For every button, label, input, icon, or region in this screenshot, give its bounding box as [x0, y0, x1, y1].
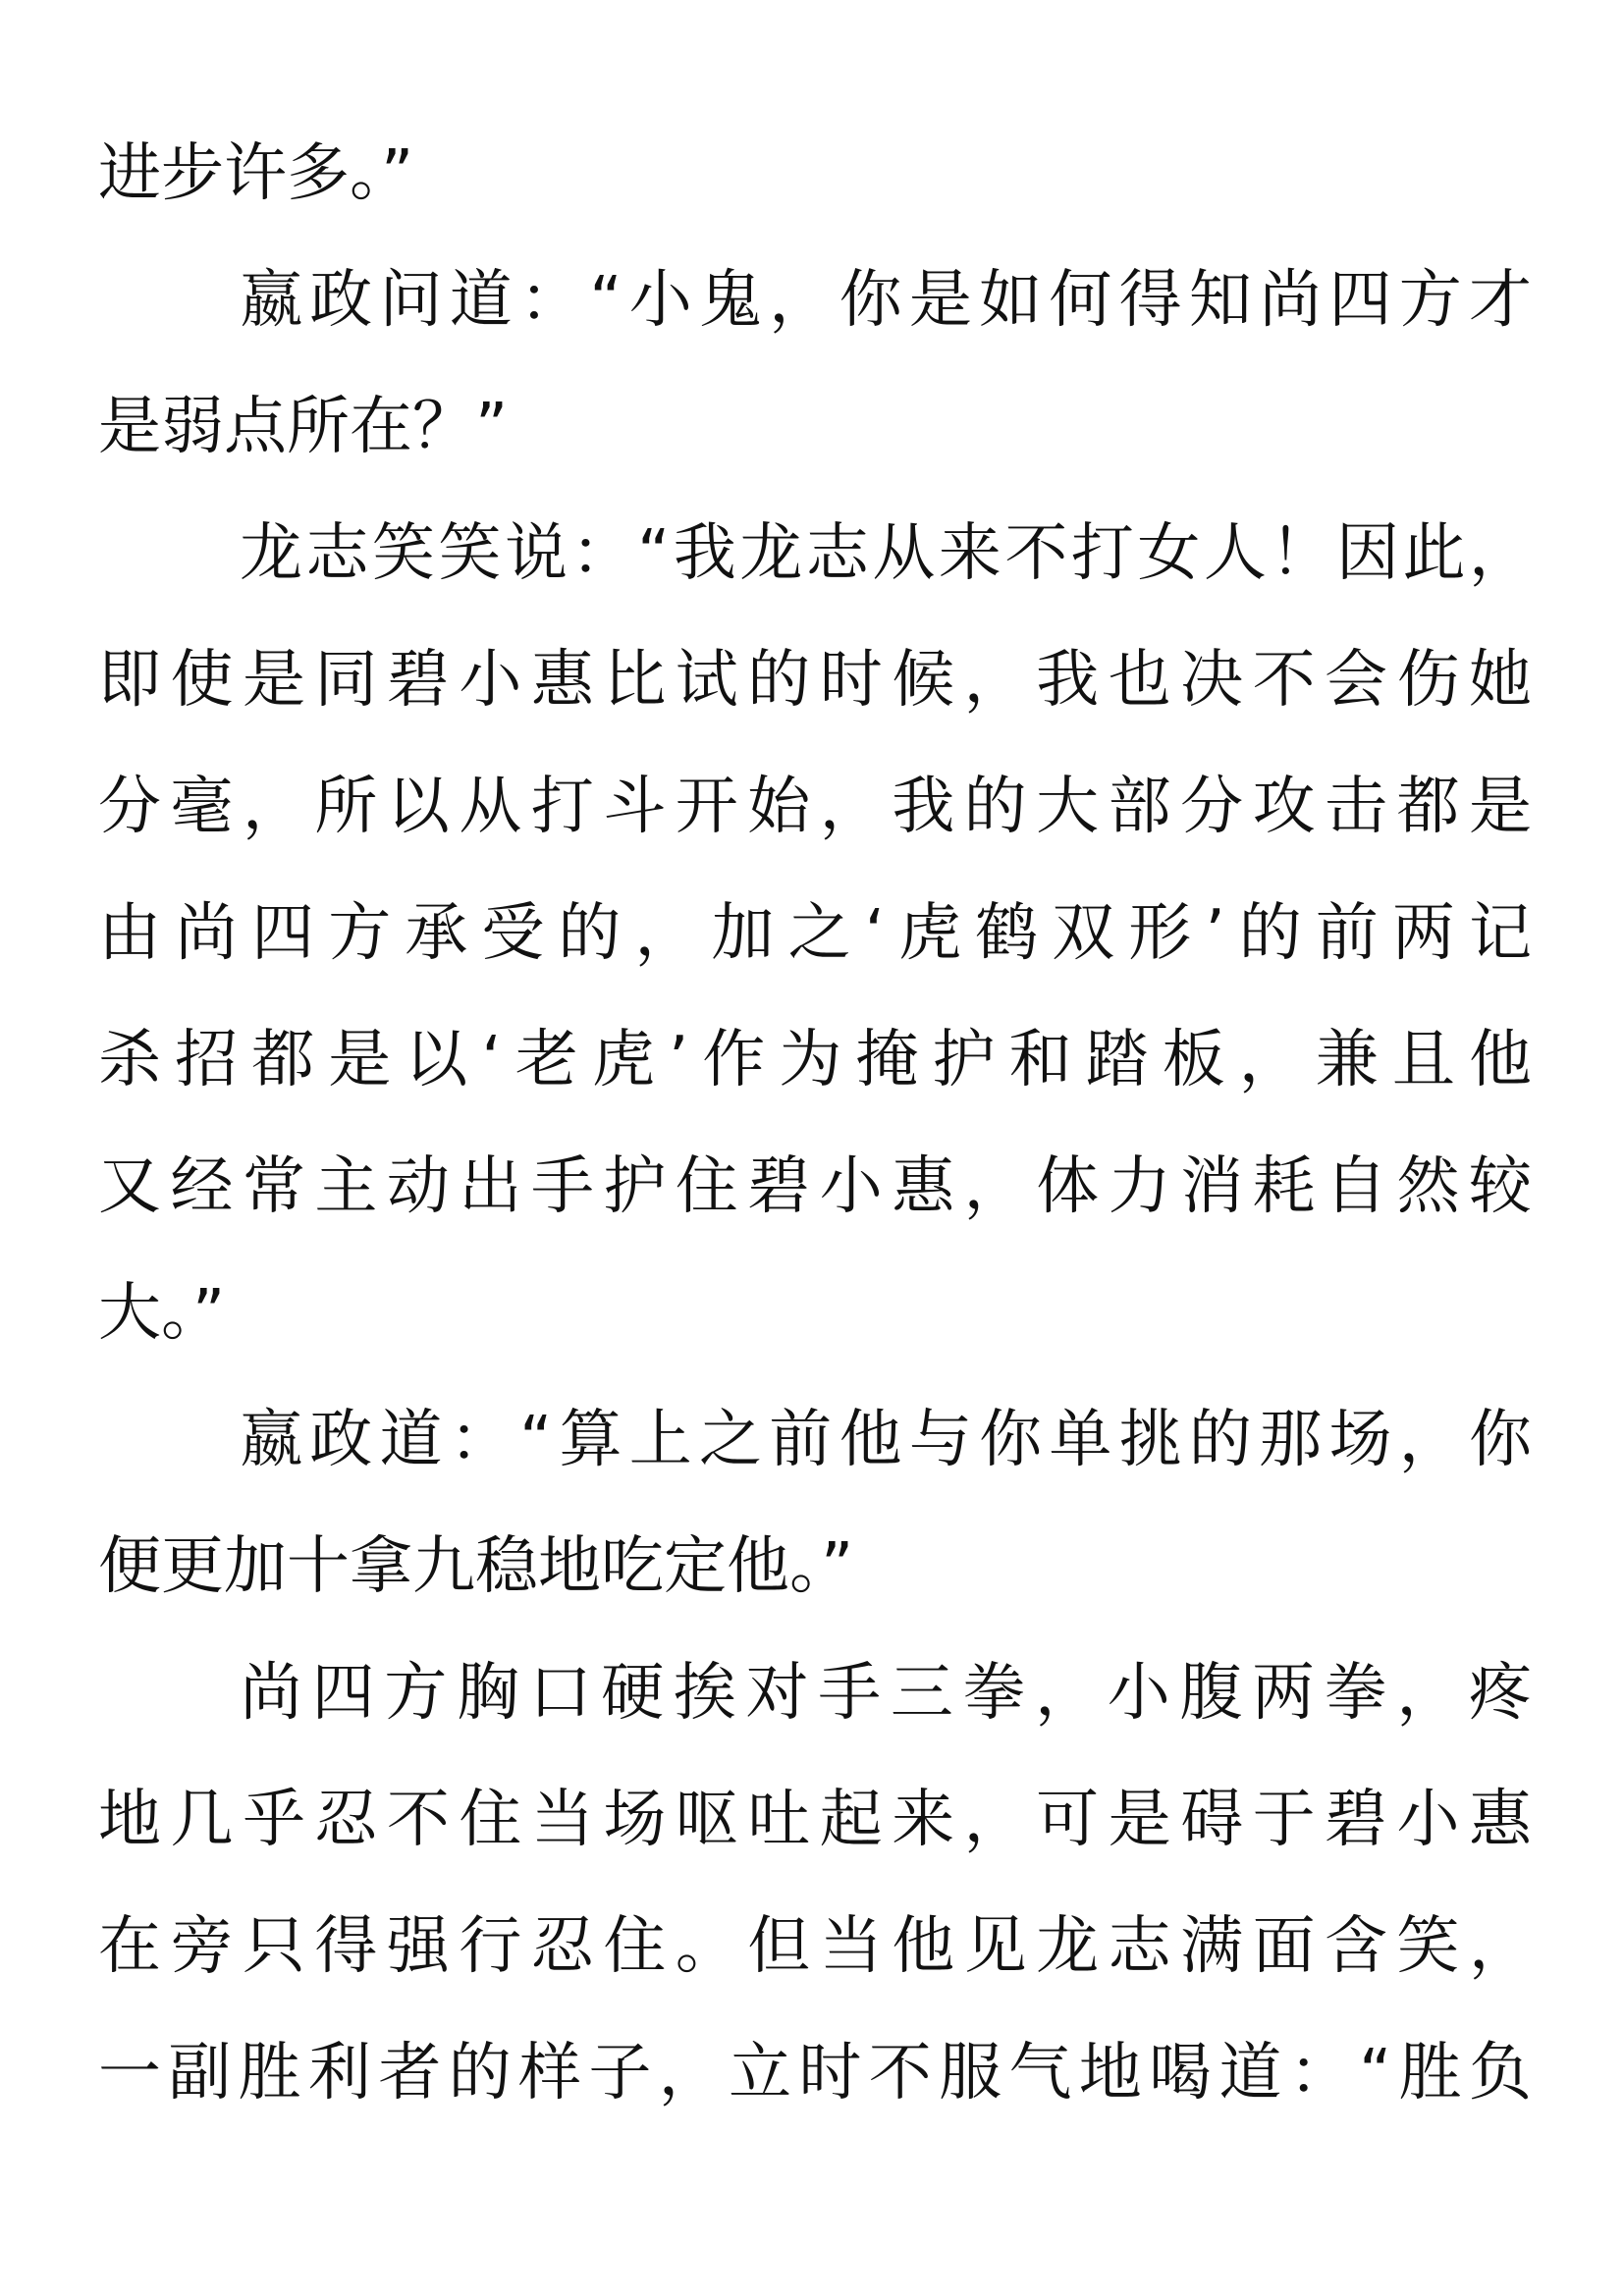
text-line: 尚四方胸口硬挨对手三拳，小腹两拳，疼	[240, 1657, 1532, 1730]
text-line: 由尚四方承受的，加之‘虎鹤双形’的前两记	[98, 897, 1532, 970]
text-line: 进步许多。”	[98, 137, 414, 210]
text-line: 嬴政道：“算上之前他与你单挑的那场，你	[240, 1404, 1532, 1476]
text-line: 是弱点所在？”	[98, 391, 509, 463]
text-line: 分毫，所以从打斗开始，我的大部分攻击都是	[98, 771, 1532, 843]
text-line: 杀招都是以‘老虎’作为掩护和踏板，兼且他	[98, 1024, 1532, 1096]
text-line: 在旁只得强行忍住。但当他见龙志满面含笑，	[98, 1910, 1532, 1983]
text-line: 即使是同碧小惠比试的时候，我也决不会伤她	[98, 644, 1532, 717]
text-line: 嬴政问道：“小鬼，你是如何得知尚四方才	[240, 264, 1532, 337]
text-line: 便更加十拿九稳地吃定他。”	[98, 1530, 854, 1603]
text-line: 大。”	[98, 1277, 226, 1350]
text-line: 地几乎忍不住当场呕吐起来，可是碍于碧小惠	[98, 1784, 1532, 1856]
text-line: 龙志笑笑说：“我龙志从来不打女人！因此，	[240, 517, 1532, 590]
text-line: 又经常主动出手护住碧小惠，体力消耗自然较	[98, 1150, 1532, 1223]
text-line: 一副胜利者的样子，立时不服气地喝道：“胜负	[98, 2037, 1532, 2109]
